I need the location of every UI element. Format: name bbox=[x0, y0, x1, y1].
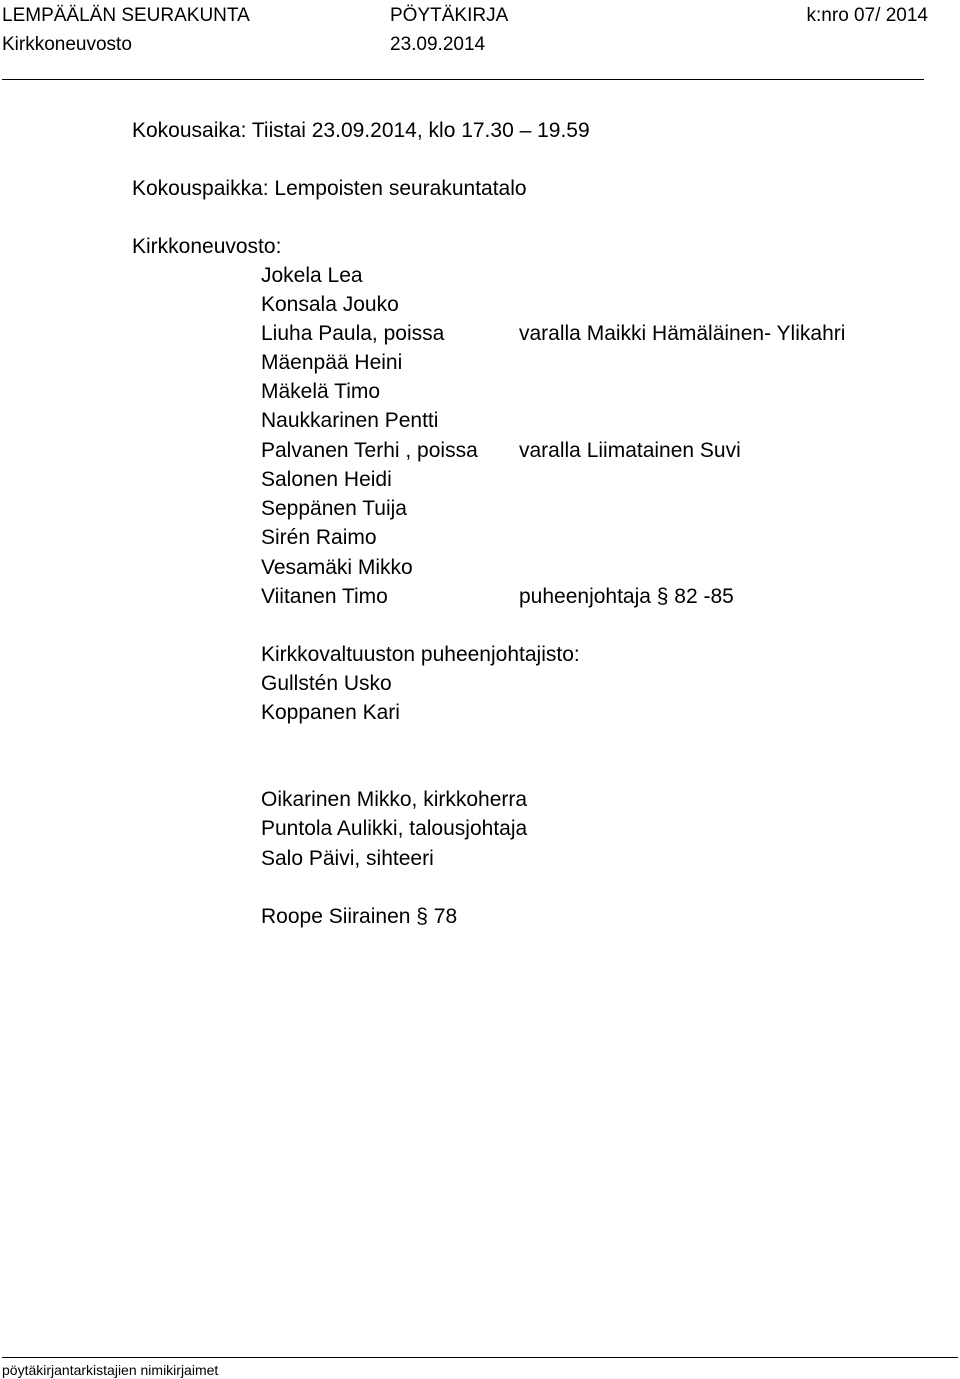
list-item: Salonen Heidi bbox=[261, 468, 392, 491]
substitute-note: varalla Liimatainen Suvi bbox=[519, 439, 741, 462]
list-item: Mäenpää Heini bbox=[261, 351, 403, 374]
list-item: Oikarinen Mikko, kirkkoherra bbox=[261, 788, 528, 811]
list-item: Liuha Paula, poissa bbox=[261, 322, 445, 345]
list-item: Seppänen Tuija bbox=[261, 497, 407, 520]
body-name: Kirkkoneuvosto bbox=[2, 34, 132, 55]
list-item: Mäkelä Timo bbox=[261, 380, 381, 403]
document-date: 23.09.2014 bbox=[390, 34, 486, 55]
substitute-note: varalla Maikki Hämäläinen- Ylikahri bbox=[519, 322, 846, 345]
council-heading: Kirkkoneuvosto: bbox=[132, 235, 282, 258]
list-item: Naukkarinen Pentti bbox=[261, 409, 439, 432]
meeting-place: Kokouspaikka: Lempoisten seurakuntatalo bbox=[132, 177, 527, 200]
list-item: Palvanen Terhi , poissa bbox=[261, 439, 478, 462]
document-number: k:nro 07/ 2014 bbox=[806, 5, 928, 26]
list-item: Sirén Raimo bbox=[261, 526, 377, 549]
list-item: Puntola Aulikki, talousjohtaja bbox=[261, 817, 528, 840]
list-item: Salo Päivi, sihteeri bbox=[261, 847, 434, 870]
header-divider bbox=[2, 79, 924, 80]
organization-name: LEMPÄÄLÄN SEURAKUNTA bbox=[2, 5, 250, 26]
footer-divider bbox=[2, 1357, 958, 1358]
document-type: PÖYTÄKIRJA bbox=[390, 5, 509, 26]
footer-initials-label: pöytäkirjantarkistajien nimikirjaimet bbox=[2, 1362, 219, 1378]
list-item: Konsala Jouko bbox=[261, 293, 399, 316]
presidium-heading: Kirkkovaltuuston puheenjohtajisto: bbox=[261, 643, 580, 666]
list-item: Vesamäki Mikko bbox=[261, 556, 413, 579]
list-item: Gullstén Usko bbox=[261, 672, 392, 695]
list-item: Jokela Lea bbox=[261, 264, 363, 287]
list-item: Koppanen Kari bbox=[261, 701, 400, 724]
list-item: Viitanen Timo bbox=[261, 585, 388, 608]
meeting-time: Kokousaika: Tiistai 23.09.2014, klo 17.30 – 19.59 bbox=[132, 119, 590, 142]
chair-note: puheenjohtaja § 82 -85 bbox=[519, 585, 734, 608]
other-attendee: Roope Siirainen § 78 bbox=[261, 905, 458, 928]
